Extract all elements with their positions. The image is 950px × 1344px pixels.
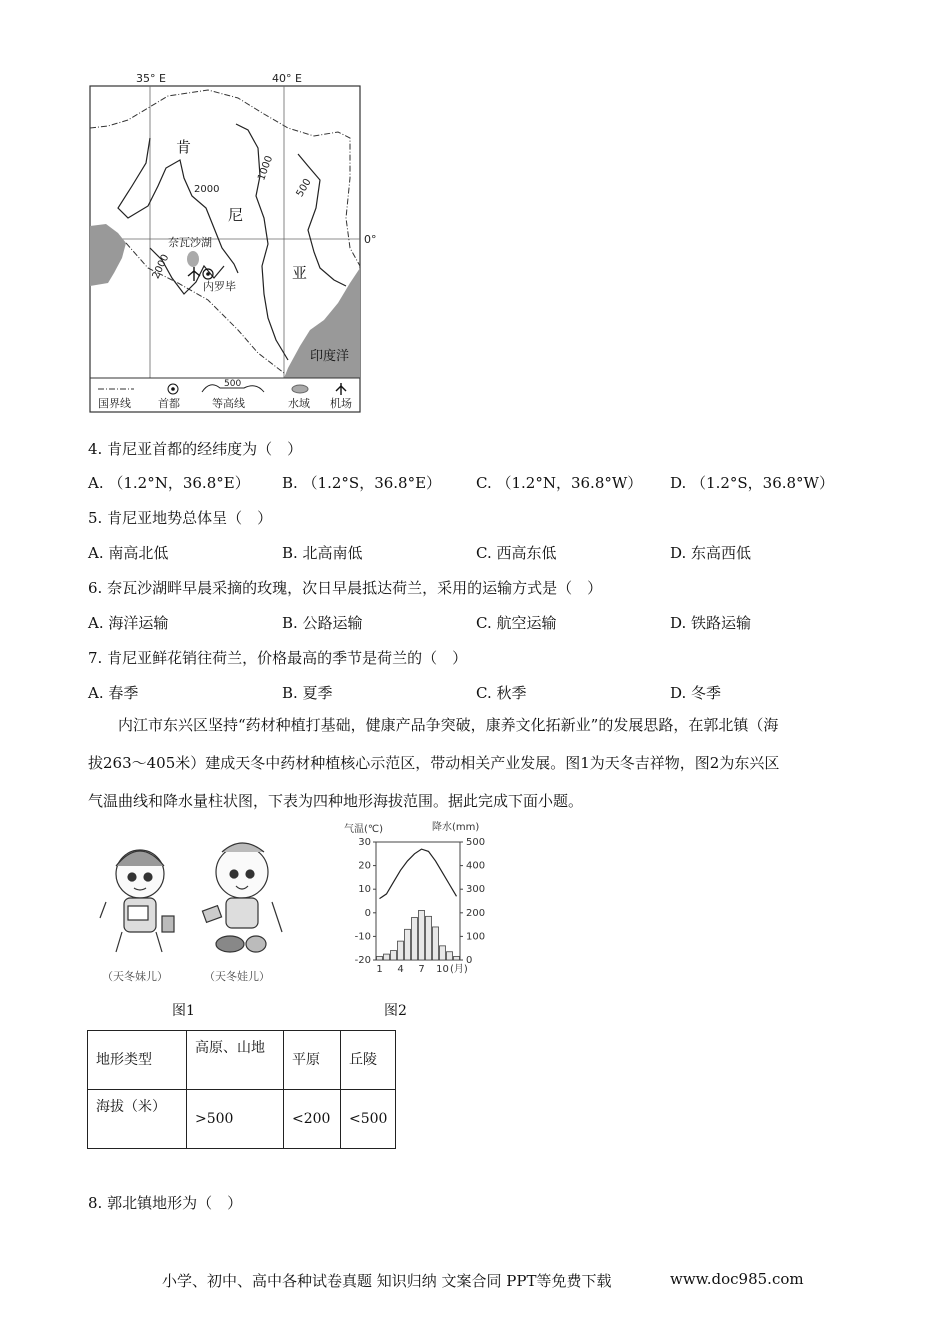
lon-label-40: 40° E [272, 72, 302, 85]
precip-bar [377, 956, 383, 960]
question-6-option-c[interactable]: C. 航空运输 [476, 614, 557, 632]
terrain-table-wrapper [87, 1030, 396, 1149]
question-4-option-d[interactable]: D. （1.2°S，36.8°W） [670, 474, 834, 492]
right-tick-label: 0 [466, 955, 473, 966]
country-char-2: 尼 [228, 206, 244, 224]
country-char-1: 肯 [176, 138, 192, 156]
precip-bar [454, 956, 460, 960]
legend-water-label: 水域 [288, 397, 310, 410]
table-header-cell: 丘陵 [341, 1031, 396, 1090]
terrain-table [87, 1030, 396, 1149]
country-char-3: 亚 [292, 264, 308, 282]
x-tick-label: 7 [418, 964, 425, 975]
passage-line-1: 内江市东兴区坚持“药材种植打基础，健康产品争突破，康养文化拓新业”的发展思路，在郭北镇（海 [118, 716, 779, 734]
figure2-caption: 图2 [384, 1003, 407, 1019]
capital-label: 内罗毕 [203, 280, 236, 293]
precip-bar [419, 910, 425, 960]
mascot-girl-illustration [100, 850, 174, 952]
contour-label-2000b: 2000 [150, 252, 172, 281]
table-header-cell: 高原、山地 [187, 1031, 284, 1090]
legend-airport-label: 机场 [330, 397, 352, 410]
footer-link[interactable]: www.doc985.com [670, 1270, 804, 1288]
question-5-option-b[interactable]: B. 北高南低 [282, 544, 363, 562]
question-5-option-a[interactable]: A. 南高北低 [88, 544, 169, 562]
contour-label-1000: 1000 [256, 154, 276, 183]
right-tick-label: 400 [466, 860, 486, 872]
mascot-boy-label: （天冬娃儿） [204, 970, 270, 983]
question-4-option-b[interactable]: B. （1.2°S，36.8°E） [282, 474, 442, 492]
legend-contour-label: 等高线 [212, 397, 245, 410]
figure2-climate-chart [340, 820, 510, 994]
question-6-option-d[interactable]: D. 铁路运输 [670, 614, 752, 632]
precip-bar [398, 941, 404, 960]
climate-chart-svg [340, 820, 510, 990]
legend-capital-label: 首都 [158, 397, 180, 410]
question-4-option-a[interactable]: A. （1.2°N，36.8°E） [88, 474, 250, 492]
right-tick-label: 300 [466, 884, 486, 896]
question-7-stem: 7. 肯尼亚鲜花销往荷兰，价格最高的季节是荷兰的（ ） [88, 649, 468, 667]
figure1-mascots [92, 822, 304, 996]
table-header-cell: 地形类型 [88, 1031, 187, 1090]
question-5-option-d[interactable]: D. 东高西低 [670, 544, 752, 562]
legend-border-label: 国界线 [98, 397, 131, 410]
precip-bar [426, 916, 432, 960]
lat-label-equator: 0° [364, 233, 377, 246]
passage-line-2: 拔263～405米）建成天冬中药材种植核心示范区，带动相关产业发展。图1为天冬吉祥物，图2为东兴区 [88, 754, 780, 772]
lon-label-35: 35° E [136, 72, 166, 85]
kenya-map [88, 68, 378, 420]
footer-text: 小学、初中、高中各种试卷真题 知识归纳 文案合同 PPT等免费下载 [162, 1272, 612, 1290]
question-8-stem: 8. 郭北镇地形为（ ） [88, 1194, 243, 1212]
question-4-stem: 4. 肯尼亚首都的经纬度为（ ） [88, 440, 303, 458]
table-cell: <200 [284, 1090, 341, 1149]
lake-naivasha-water [187, 251, 199, 267]
passage-line-3: 气温曲线和降水量柱状图，下表为四种地形海拔范围。据此完成下面小题。 [88, 792, 584, 810]
lake-label: 奈瓦沙湖 [168, 236, 212, 249]
question-6-option-a[interactable]: A. 海洋运输 [88, 614, 169, 632]
left-axis-title: 气温(℃) [344, 824, 384, 835]
table-header-row [88, 1031, 396, 1090]
x-unit-label: (月) [450, 964, 468, 975]
question-7-option-b[interactable]: B. 夏季 [282, 684, 333, 702]
x-tick-label: 4 [397, 964, 404, 975]
legend-contour-value: 500 [224, 379, 242, 389]
right-tick-label: 100 [466, 931, 486, 943]
question-6-stem: 6. 奈瓦沙湖畔早晨采摘的玫瑰，次日早晨抵达荷兰，采用的运输方式是（ ） [88, 579, 603, 597]
right-axis-title: 降水(mm) [432, 822, 480, 833]
table-row-label: 海拔（米） [88, 1090, 187, 1149]
question-7-option-c[interactable]: C. 秋季 [476, 684, 527, 702]
mascot-girl-label: （天冬妹儿） [102, 970, 168, 983]
contour-label-2000a: 2000 [194, 184, 220, 195]
right-tick-label: 500 [466, 837, 486, 848]
precip-bar [384, 954, 390, 960]
mascot-boy-illustration [202, 843, 282, 952]
table-cell: <500 [341, 1090, 396, 1149]
question-4-option-c[interactable]: C. （1.2°N，36.8°W） [476, 474, 643, 492]
table-cell: >500 [187, 1090, 284, 1149]
plot-frame [376, 842, 460, 960]
ocean-label: 印度洋 [310, 349, 350, 364]
x-tick-label: 10 [436, 964, 449, 975]
precip-bar [412, 918, 418, 960]
precip-bar [447, 952, 453, 960]
temperature-line [380, 849, 457, 899]
question-6-option-b[interactable]: B. 公路运输 [282, 614, 363, 632]
question-5-stem: 5. 肯尼亚地势总体呈（ ） [88, 509, 273, 527]
x-tick-label: 1 [376, 964, 383, 975]
right-tick-label: 200 [466, 907, 486, 919]
legend-water-icon [292, 385, 308, 393]
precip-bar [391, 951, 397, 960]
figure1-svg [92, 822, 304, 992]
left-tick-label: -10 [354, 931, 371, 943]
precip-bar [405, 929, 411, 960]
question-7-option-d[interactable]: D. 冬季 [670, 684, 722, 702]
precip-bar [433, 927, 439, 960]
table-header-cell: 平原 [284, 1031, 341, 1090]
left-tick-label: -20 [354, 955, 371, 966]
question-5-option-c[interactable]: C. 西高东低 [476, 544, 557, 562]
table-row [88, 1090, 396, 1149]
left-tick-label: 30 [358, 837, 371, 848]
left-tick-label: 0 [364, 907, 371, 919]
left-tick-label: 20 [358, 860, 371, 872]
contour-label-500: 500 [294, 176, 314, 199]
question-7-option-a[interactable]: A. 春季 [88, 684, 139, 702]
precip-bar [440, 946, 446, 960]
kenya-map-svg [88, 68, 378, 416]
left-tick-label: 10 [358, 884, 371, 896]
figure1-caption: 图1 [172, 1003, 195, 1019]
